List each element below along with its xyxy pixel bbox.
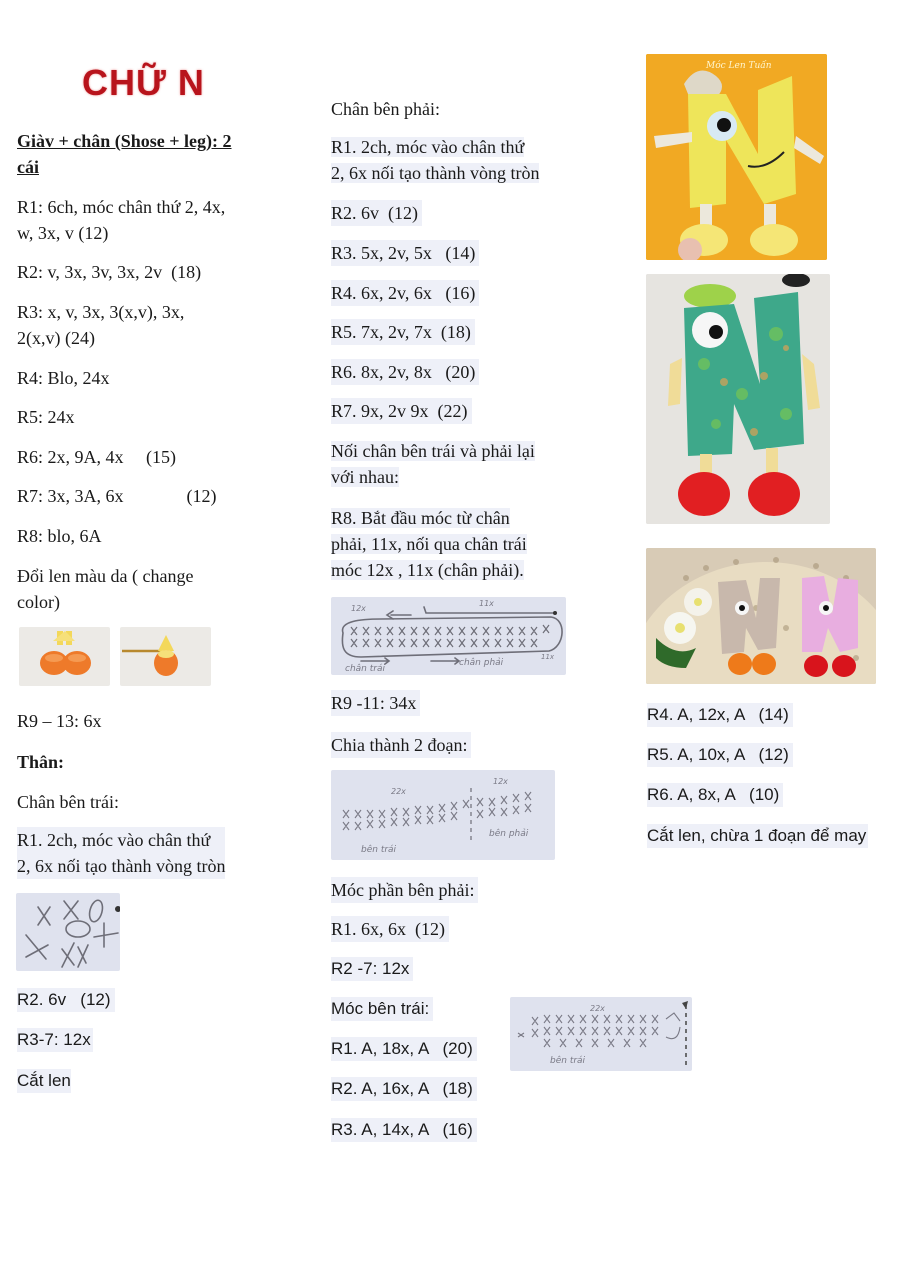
row-r8: R8: blo, 6A [17,526,102,546]
row-text: R3: x, v, 3x, 3(x,v), 3x, [17,302,185,322]
sketch-label: bên trái [361,845,397,855]
change-color-note [17,563,193,615]
sketch-label: 22x [391,787,406,796]
row-text: 2(x,v) (24) [17,328,95,348]
row-text: R1: 6ch, móc chân thứ 2, 4x, [17,197,226,217]
row-r7: R7: 3x, 3A, 6x (12) [17,486,217,506]
right-part-heading: Móc phần bên phải: [331,877,478,903]
sketch-label: 22x [590,1004,605,1013]
left-part-r5: R5. A, 10x, A (12) [647,743,793,767]
left-part-r2: R2. A, 16x, A (18) [331,1077,477,1101]
left-leg-r1 [17,827,225,879]
yellow-letter-n-photo [646,54,827,260]
row-text: w, 3x, v (12) [17,223,109,243]
left-leg-r3-7: R3-7: 12x [17,1028,93,1052]
finish-note: Cắt len, chừa 1 đoạn để may [647,824,868,848]
right-part-r2-7: R2 -7: 12x [331,957,413,981]
sketch-label: bên phải [489,829,529,839]
row-r6: R6: 2x, 9A, 4x (15) [17,447,176,467]
heading-line: Giàv + chân (Shose + leg): 2 [17,131,232,151]
sketch-label: 12x [493,777,508,786]
row-text: R1. 2ch, móc vào chân thứ [331,137,525,157]
heading-text: Nối chân bên trái và phải lại [331,441,535,461]
right-leg-r3: R3. 5x, 2v, 5x (14) [331,240,479,266]
sketch-label: 11x [479,599,494,608]
page-title: CHỮ N [82,62,205,103]
sketch-label: chân trái [345,664,385,674]
left-part-r4: R4. A, 12x, A (14) [647,703,793,727]
left-leg-r2 [17,988,115,1012]
right-leg-r7: R7. 9x, 2v 9x (22) [331,398,472,424]
row-r3 [17,299,184,351]
right-part-r1: R1. 6x, 6x (12) [331,916,449,942]
shoe-side-photo [120,627,211,686]
green-letter-n-photo [646,274,830,524]
left-part-diagram [510,997,692,1071]
row-r1 [17,194,225,246]
row-text: R1. 2ch, móc vào chân thứ [17,830,211,850]
row-r2: R2: v, 3x, 3v, 3x, 2v (18) [17,262,202,282]
right-leg-r2: R2. 6v (12) [331,200,422,226]
split-heading: Chia thành 2 đoạn: [331,732,471,758]
row-text: 2, 6x nối tạo thành vòng tròn [17,856,226,876]
pink-and-beige-letter-n-photo [646,548,876,684]
note-text: color) [17,592,60,612]
section-heading-shoe-leg [17,128,232,180]
left-part-heading: Móc bên trái: [331,997,433,1021]
sketch-label: chân phải [459,658,504,668]
left-part-r6: R6. A, 8x, A (10) [647,783,783,807]
row-text: 2, 6x nối tạo thành vòng tròn [331,163,540,183]
sketch-label: bên trái [550,1056,586,1066]
row-r4: R4: Blo, 24x [17,368,110,388]
photo-caption: Móc Len Tuấn [706,61,772,71]
sketch-label: 12x [351,604,366,613]
row-r9-13: R9 – 13: 6x [17,711,102,731]
right-leg-r6: R6. 8x, 2v, 8x (20) [331,359,479,385]
right-leg-r5: R5. 7x, 2v, 7x (18) [331,319,475,345]
join-legs-diagram [331,597,566,675]
cut-yarn-note: Cắt len [17,1069,71,1093]
left-part-r3: R3. A, 14x, A (16) [331,1118,477,1142]
row-text: móc 12x , 11x (chân phải). [331,560,524,580]
row-text: R8. Bắt đầu móc từ chân [331,508,510,528]
note-text: Đổi len màu da ( change [17,566,194,586]
left-leg-heading: Chân bên trái: [17,792,119,812]
split-diagram [331,770,555,860]
row-r5: R5: 24x [17,407,75,427]
heading-line: cái [17,157,39,177]
row-text: phải, 11x, nối qua chân trái [331,534,527,554]
right-leg-r4: R4. 6x, 2v, 6x (16) [331,280,479,306]
row-r8-join [331,505,527,583]
heading-text: với nhau: [331,467,400,487]
shoe-pair-photo [19,627,110,686]
row-text: R2. 6v (12) [17,990,111,1009]
right-leg-r1 [331,134,539,186]
left-part-r1: R1. A, 18x, A (20) [331,1037,477,1061]
right-leg-heading: Chân bên phải: [331,99,440,119]
body-heading: Thân: [17,752,65,772]
magic-ring-diagram [16,893,120,971]
row-r9-11: R9 -11: 34x [331,690,420,716]
join-legs-heading [331,438,535,490]
sketch-label: 11x [541,653,555,661]
